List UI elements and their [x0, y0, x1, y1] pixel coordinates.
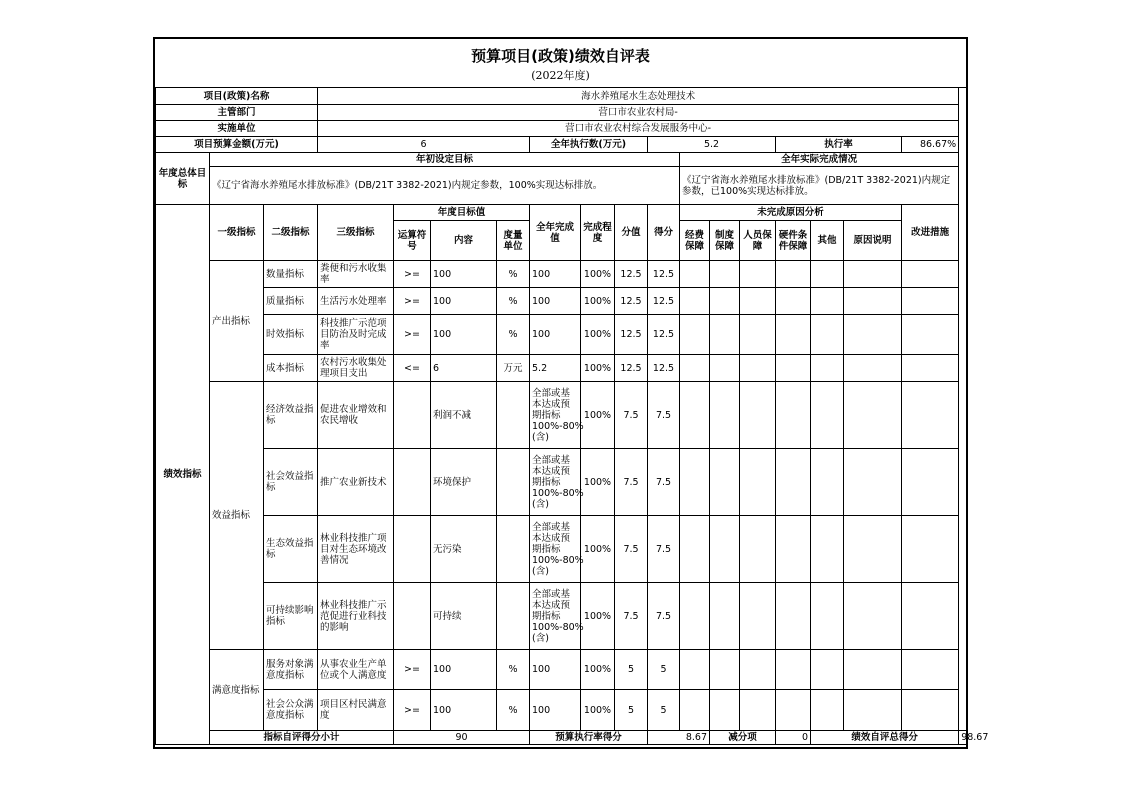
actual-value-header: 全年完成值 [530, 205, 581, 261]
annual-goal-label: 年度总体目标 [156, 153, 210, 205]
content-cell: 100 [431, 650, 497, 690]
annual-execution-value: 5.2 [648, 137, 776, 153]
department-value: 营口市农业农村局- [318, 105, 959, 121]
goal-content-row [156, 167, 968, 205]
table-row [156, 449, 968, 516]
content-header: 内容 [431, 221, 497, 261]
goal-header-row [156, 153, 968, 167]
score-cell: 12.5 [648, 288, 680, 315]
total-score-label: 绩效自评总得分 [811, 731, 959, 745]
score-cell: 12.5 [648, 315, 680, 355]
actual-cell: 全部或基本达成预期指标100%-80%(含) [530, 583, 581, 650]
table-row [156, 583, 968, 650]
degree-cell: 100% [581, 650, 615, 690]
evaluation-table [155, 87, 989, 745]
operator-cell: >= [394, 315, 431, 355]
score-value-cell: 12.5 [615, 315, 648, 355]
implementing-unit-value: 营口市农业农村综合发展服务中心- [318, 121, 959, 137]
score-value-cell: 12.5 [615, 261, 648, 288]
degree-cell: 100% [581, 382, 615, 449]
score-cell: 7.5 [648, 382, 680, 449]
group-output-label: 产出指标 [210, 261, 264, 382]
operator-header: 运算符号 [394, 221, 431, 261]
operator-cell: <= [394, 355, 431, 382]
degree-cell: 100% [581, 583, 615, 650]
l3-cell: 推广农业新技术 [318, 449, 394, 516]
unit-header: 度量单位 [497, 221, 530, 261]
l3-cell: 促进农业增效和农民增收 [318, 382, 394, 449]
reason-description-header: 原因说明 [844, 221, 902, 261]
deduction-label: 减分项 [710, 731, 776, 745]
footer-row [156, 731, 968, 745]
l3-cell: 项目区村民满意度 [318, 690, 394, 731]
table-row [156, 261, 968, 288]
table-row [156, 690, 968, 731]
evaluation-sheet [153, 37, 989, 749]
unit-cell [497, 449, 530, 516]
content-cell: 100 [431, 315, 497, 355]
indicator-header-row-1 [156, 205, 968, 221]
level3-header: 三级指标 [318, 205, 394, 261]
initial-goal-text: 《辽宁省海水养殖尾水排放标准》(DB/21T 3382-2021)内规定参数，100%实现达标排放。 [210, 167, 680, 205]
reason-staff-header: 人员保障 [740, 221, 776, 261]
score-value-cell: 12.5 [615, 288, 648, 315]
score-value-header: 分值 [615, 205, 648, 261]
unit-cell [497, 516, 530, 583]
subtotal-label: 指标自评得分小计 [210, 731, 394, 745]
degree-cell: 100% [581, 288, 615, 315]
score-header: 得分 [648, 205, 680, 261]
l2-cell: 经济效益指标 [264, 382, 318, 449]
l2-cell: 生态效益指标 [264, 516, 318, 583]
subtotal-value: 90 [394, 731, 530, 745]
execution-rate-label: 执行率 [776, 137, 902, 153]
actual-cell: 100 [530, 690, 581, 731]
content-cell: 可持续 [431, 583, 497, 650]
content-cell: 无污染 [431, 516, 497, 583]
operator-cell: >= [394, 650, 431, 690]
unit-cell: % [497, 315, 530, 355]
table-row [156, 382, 968, 449]
table-row [156, 315, 968, 355]
content-cell: 100 [431, 690, 497, 731]
department-label: 主管部门 [156, 105, 318, 121]
total-score-value: 98.67 [959, 731, 968, 745]
level2-header: 二级指标 [264, 205, 318, 261]
table-row [156, 650, 968, 690]
score-value-cell: 5 [615, 650, 648, 690]
reason-analysis-header: 未完成原因分析 [680, 205, 902, 221]
performance-indicators-label: 绩效指标 [156, 205, 210, 745]
score-cell: 7.5 [648, 449, 680, 516]
l2-cell: 社会公众满意度指标 [264, 690, 318, 731]
unit-cell: % [497, 288, 530, 315]
deduction-value: 0 [776, 731, 811, 745]
implementing-unit-row [156, 121, 968, 137]
table-row [156, 355, 968, 382]
actual-cell: 全部或基本达成预期指标100%-80%(含) [530, 516, 581, 583]
budget-value: 6 [318, 137, 530, 153]
unit-cell [497, 583, 530, 650]
execution-score-value: 8.67 [648, 731, 710, 745]
content-cell: 环境保护 [431, 449, 497, 516]
reason-other-header: 其他 [811, 221, 844, 261]
project-name-label: 项目(政策)名称 [156, 88, 318, 105]
content-cell: 6 [431, 355, 497, 382]
actual-cell: 5.2 [530, 355, 581, 382]
project-name-row [156, 88, 968, 105]
operator-cell [394, 382, 431, 449]
l2-cell: 可持续影响指标 [264, 583, 318, 650]
unit-cell: 万元 [497, 355, 530, 382]
score-value-cell: 5 [615, 690, 648, 731]
l3-cell: 从事农业生产单位或个人满意度 [318, 650, 394, 690]
improvement-header: 改进措施 [902, 205, 959, 261]
l2-cell: 时效指标 [264, 315, 318, 355]
score-cell: 12.5 [648, 355, 680, 382]
actual-cell: 全部或基本达成预期指标100%-80%(含) [530, 449, 581, 516]
unit-cell: % [497, 650, 530, 690]
level1-header: 一级指标 [210, 205, 264, 261]
degree-cell: 100% [581, 516, 615, 583]
page-subtitle: (2022年度) [531, 69, 590, 82]
table-row [156, 288, 968, 315]
score-value-cell: 12.5 [615, 355, 648, 382]
annual-execution-label: 全年执行数(万元) [530, 137, 648, 153]
actual-cell: 全部或基本达成预期指标100%-80%(含) [530, 382, 581, 449]
group-benefit-label: 效益指标 [210, 382, 264, 650]
score-value-cell: 7.5 [615, 382, 648, 449]
l3-cell: 林业科技推广示范促进行业科技的影响 [318, 583, 394, 650]
l3-cell: 林业科技推广项目对生态环境改善情况 [318, 516, 394, 583]
content-cell: 利润不减 [431, 382, 497, 449]
l3-cell: 科技推广示范项目防治及时完成率 [318, 315, 394, 355]
score-value-cell: 7.5 [615, 516, 648, 583]
score-cell: 5 [648, 650, 680, 690]
l3-cell: 生活污水处理率 [318, 288, 394, 315]
score-cell: 12.5 [648, 261, 680, 288]
l2-cell: 成本指标 [264, 355, 318, 382]
unit-cell: % [497, 261, 530, 288]
page-title: 预算项目(政策)绩效自评表 [471, 47, 650, 65]
operator-cell: >= [394, 288, 431, 315]
l2-cell: 质量指标 [264, 288, 318, 315]
initial-goal-header: 年初设定目标 [210, 153, 680, 167]
execution-rate-value: 86.67% [902, 137, 959, 153]
operator-cell: >= [394, 690, 431, 731]
score-value-cell: 7.5 [615, 449, 648, 516]
budget-label: 项目预算金额(万元) [156, 137, 318, 153]
operator-cell [394, 516, 431, 583]
completion-degree-header: 完成程度 [581, 205, 615, 261]
project-name-value: 海水养殖尾水生态处理技术 [318, 88, 959, 105]
department-row [156, 105, 968, 121]
degree-cell: 100% [581, 690, 615, 731]
table-row [156, 516, 968, 583]
degree-cell: 100% [581, 449, 615, 516]
score-cell: 7.5 [648, 583, 680, 650]
score-value-cell: 7.5 [615, 583, 648, 650]
l2-cell: 数量指标 [264, 261, 318, 288]
l2-cell: 服务对象满意度指标 [264, 650, 318, 690]
implementing-unit-label: 实施单位 [156, 121, 318, 137]
unit-cell: % [497, 690, 530, 731]
actual-cell: 100 [530, 315, 581, 355]
actual-completion-header: 全年实际完成情况 [680, 153, 959, 167]
actual-cell: 100 [530, 650, 581, 690]
degree-cell: 100% [581, 261, 615, 288]
reason-hardware-header: 硬件条件保障 [776, 221, 811, 261]
degree-cell: 100% [581, 355, 615, 382]
content-cell: 100 [431, 288, 497, 315]
actual-completion-text: 《辽宁省海水养殖尾水排放标准》(DB/21T 3382-2021)内规定参数，已100%实现达标排放。 [680, 167, 959, 205]
unit-cell [497, 382, 530, 449]
operator-cell [394, 583, 431, 650]
budget-row [156, 137, 968, 153]
score-cell: 5 [648, 690, 680, 731]
actual-cell: 100 [530, 288, 581, 315]
reason-fund-header: 经费保障 [680, 221, 710, 261]
l2-cell: 社会效益指标 [264, 449, 318, 516]
annual-target-header: 年度目标值 [394, 205, 530, 221]
operator-cell: >= [394, 261, 431, 288]
sheet-header [155, 39, 966, 88]
l3-cell: 粪便和污水收集率 [318, 261, 394, 288]
reason-system-header: 制度保障 [710, 221, 740, 261]
execution-score-label: 预算执行率得分 [530, 731, 648, 745]
group-satisfaction-label: 满意度指标 [210, 650, 264, 731]
operator-cell [394, 449, 431, 516]
score-cell: 7.5 [648, 516, 680, 583]
l3-cell: 农村污水收集处理项目支出 [318, 355, 394, 382]
degree-cell: 100% [581, 315, 615, 355]
content-cell: 100 [431, 261, 497, 288]
actual-cell: 100 [530, 261, 581, 288]
